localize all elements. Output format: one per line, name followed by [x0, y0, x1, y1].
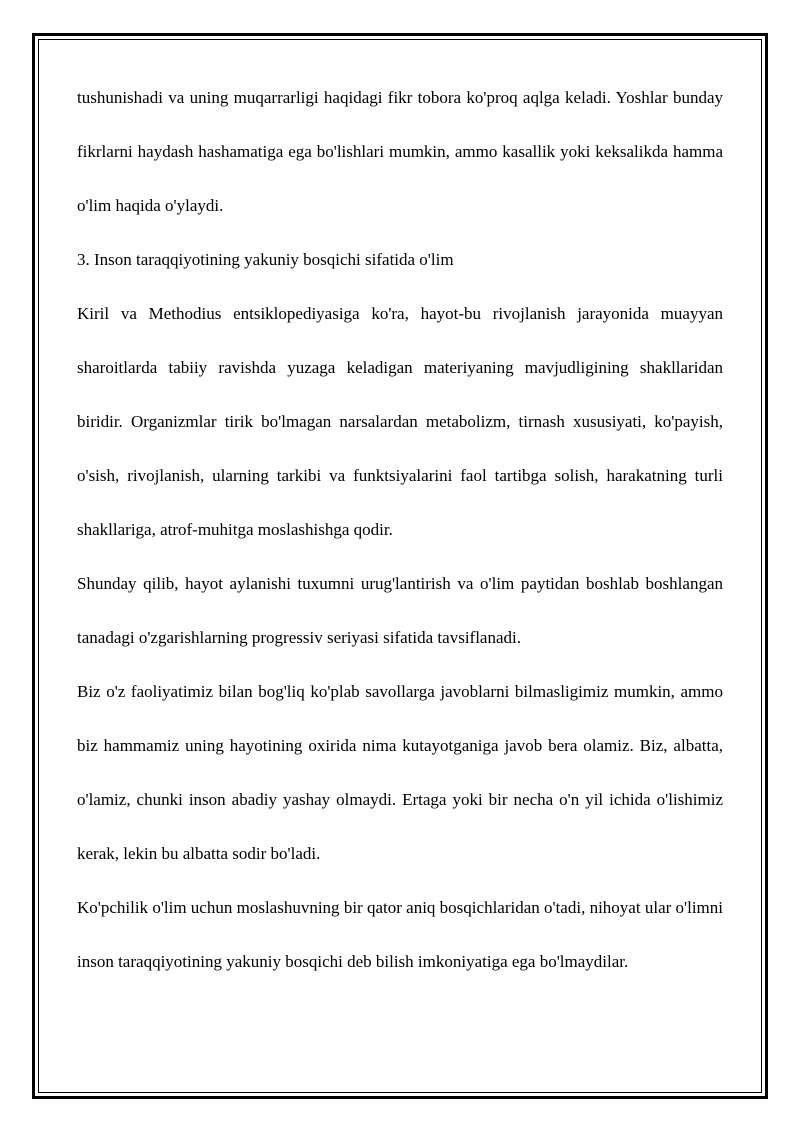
paragraph-3: Shunday qilib, hayot aylanishi tuxumni urug'lantirish va o'lim paytidan boshlab boshlangan tanadagi o'zgarishlarning progressiv seriyasi sifatida tavsiflanadi. — [77, 574, 723, 647]
paragraph-1: tushunishadi va uning muqarrarligi haqidagi fikr tobora ko'proq aqlga keladi. Yoshlar bunday fikrlarni haydash hashamatiga ega bo'lishlari mumkin, ammo kasallik yoki keksalikda hamma o'lim haqida o'ylaydi. — [77, 88, 723, 215]
paragraph-4: Biz o'z faoliyatimiz bilan bog'liq ko'plab savollarga javoblarni bilmasligimiz mumkin, ammo biz hammamiz uning hayotining oxirida nima kutayotganiga javob bera olamiz. Biz, albatta, o'lamiz, chunki inson abadiy yashay olmaydi. Ertaga yoki bir necha o'n yil ichida o'lishimiz kerak, lekin bu albatta sodir bo'ladi. — [77, 682, 723, 863]
paragraph-2: Kiril va Methodius entsiklopediyasiga ko'ra, hayot-bu rivojlanish jarayonida muayyan sharoitlarda tabiiy ravishda yuzaga keladigan materiyaning mavjudligining shakllaridan biridir. Organizmlar tirik bo'lmagan narsalardan metabolizm, tirnash xususiyati, ko'payish, o'sish, rivojlanish, ularning tarkibi va funktsiyalarini faol tartibga solish, harakatning turli shakllariga, atrof-muhitga moslashishga qodir. — [77, 304, 723, 539]
paragraph-5: Ko'pchilik o'lim uchun moslashuvning bir qator aniq bosqichlaridan o'tadi, nihoyat ular o'limni inson taraqqiyotining yakuniy bosqichi deb bilish imkoniyatiga ega bo'lmaydilar. — [77, 898, 723, 971]
document-body — [77, 71, 723, 989]
section-heading: 3. Inson taraqqiyotining yakuniy bosqichi sifatida o'lim — [77, 250, 454, 269]
